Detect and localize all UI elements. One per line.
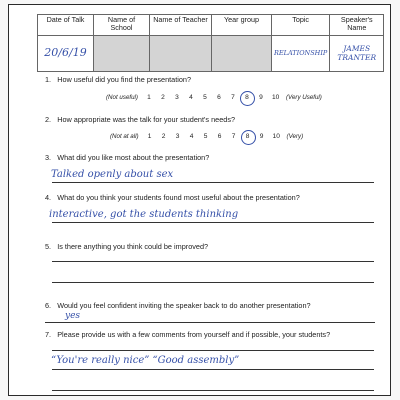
scale-10[interactable]: 10 [272,133,280,140]
answer-7: “You're really nice” “Good assembly” [51,355,240,366]
answer-line-7a [52,350,374,351]
school-redacted [94,36,150,72]
scale-8-selected[interactable]: 8 [245,94,249,101]
scale-9[interactable]: 9 [259,94,263,101]
answer-4: interactive, got the students thinking [49,209,239,220]
answer-line-7c [52,390,374,391]
scale-7[interactable]: 7 [231,94,235,101]
scale-2[interactable]: 2 [161,133,166,140]
scale-1[interactable]: 1 [147,94,151,101]
scale-6[interactable]: 6 [217,94,221,101]
scale-8-selected[interactable]: 8 [245,133,250,140]
teacher-redacted [150,36,212,72]
scale-4[interactable]: 4 [189,94,193,101]
speaker-value: JAMES TRANTER [330,36,384,72]
answer-line-4a [52,222,374,223]
question-3: 3. What did you like most about the presentation? [45,153,210,162]
header-year-group: Year group [212,15,272,36]
talk-info-table [37,14,384,72]
answer-line-3 [52,182,374,183]
answer-line-5b [52,282,374,283]
header-teacher: Name of Teacher [150,15,212,36]
question-6: 6. Would you feel confident inviting the speaker back to do another presentation? [45,301,311,310]
scale-9[interactable]: 9 [259,133,264,140]
scale-4[interactable]: 4 [189,133,194,140]
date-value: 20/6/19 [38,36,94,72]
question-7: 7. Please provide us with a few comments from yourself and if possible, your students? [45,330,331,339]
question-2: 2. How appropriate was the talk for your student's needs? [45,115,236,124]
usefulness-scale: (Not useful) 1 2 3 4 5 6 7 8 9 10 (Very Useful) [106,94,322,101]
scale-3[interactable]: 3 [175,133,180,140]
year-group-redacted [212,36,272,72]
answer-6: yes [65,311,81,321]
scale-5[interactable]: 5 [203,133,208,140]
appropriateness-scale: (Not at all) 1 2 3 4 5 6 7 8 9 10 (Very) [110,133,304,140]
feedback-form [8,4,391,396]
scale-6[interactable]: 6 [217,133,222,140]
question-4: 4. What do you think your students found most useful about the presentation? [45,193,300,202]
answer-3: Talked openly about sex [51,169,174,180]
answer-line-6 [45,322,375,323]
header-date: Date of Talk [38,15,94,36]
scale-7[interactable]: 7 [231,133,236,140]
scale-10[interactable]: 10 [271,94,280,101]
scale-2[interactable]: 2 [161,94,165,101]
header-school: Name of School [94,15,150,36]
header-speaker: Speaker's Name [330,15,384,36]
header-topic: Topic [272,15,330,36]
topic-value: RELATIONSHIP [272,36,330,72]
question-1: 1. How useful did you find the presentation? [45,75,192,84]
scale-5[interactable]: 5 [203,94,207,101]
question-5: 5. Is there anything you think could be improved? [45,242,209,251]
answer-line-5a [52,261,374,262]
answer-line-7b [52,369,374,370]
scale-3[interactable]: 3 [175,94,179,101]
scale-1[interactable]: 1 [147,133,152,140]
